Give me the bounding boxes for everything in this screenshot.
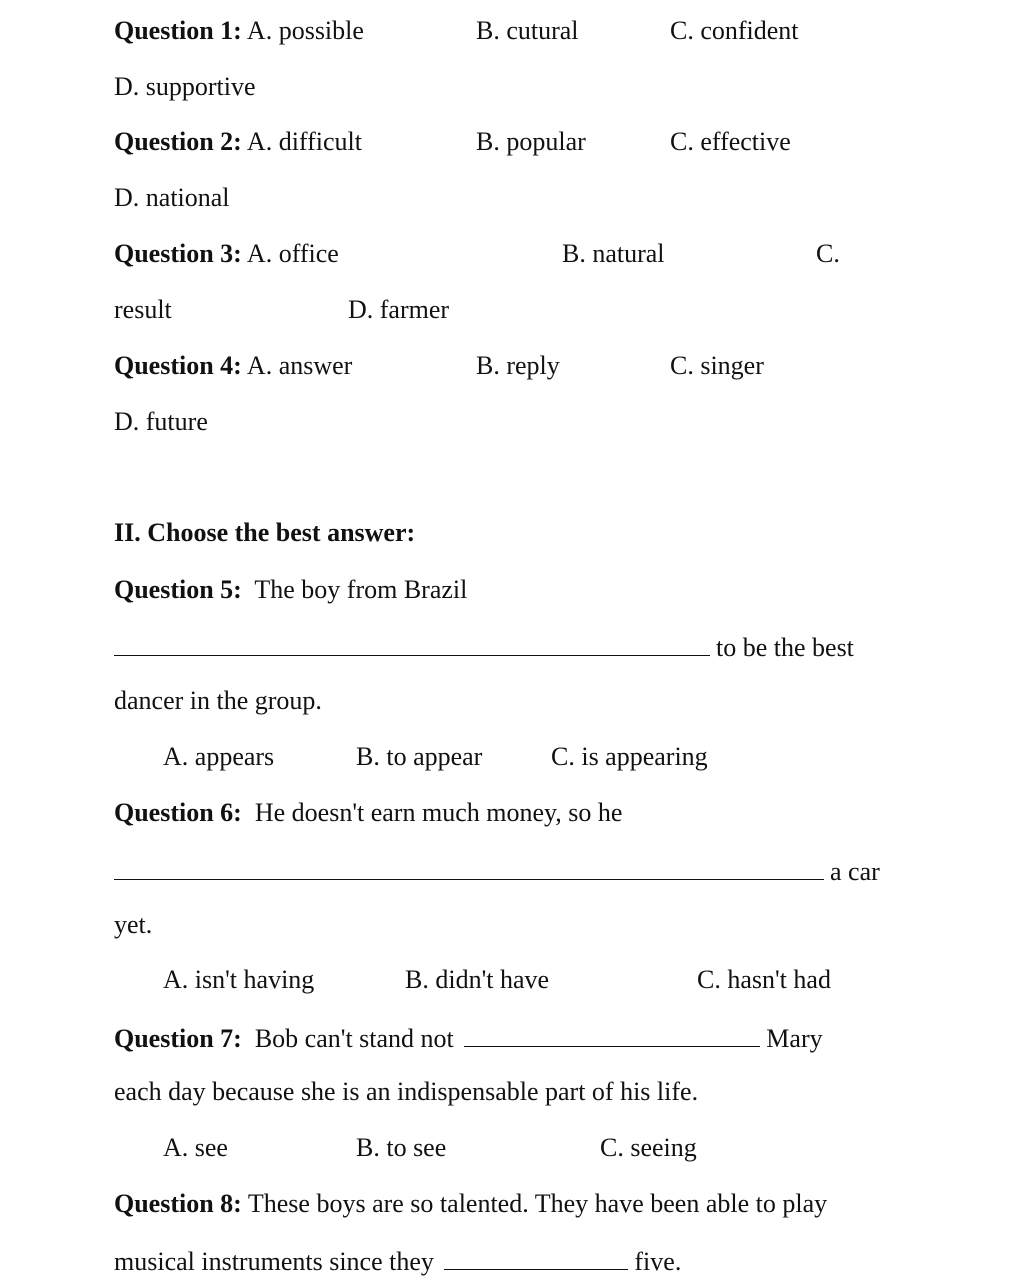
question-3-label: Question 3: <box>114 239 242 268</box>
question-8-stem-line2-start: musical instruments since they <box>114 1247 434 1276</box>
question-7-stem-end: each day because she is an indispensable part of his life. <box>114 1077 699 1106</box>
question-3-option-c-letter: C. <box>816 239 840 268</box>
question-1-row <box>114 18 364 44</box>
question-7-label: Question 7: <box>114 1024 242 1053</box>
question-7-option-c: C. seeing <box>600 1133 697 1162</box>
question-7-option-a: A. see <box>163 1133 228 1162</box>
question-2-row <box>114 129 362 155</box>
question-6-option-a: A. isn't having <box>163 965 315 994</box>
question-6-option-c: C. hasn't had <box>697 965 831 994</box>
question-5-option-b: B. to appear <box>356 742 483 771</box>
question-5-blank-row <box>114 633 854 661</box>
question-1-option-d: D. supportive <box>114 72 256 101</box>
question-8-stem-start: These boys are so talented. They have been able to play <box>247 1189 828 1218</box>
question-1-label: Question 1: <box>114 16 242 45</box>
question-3-option-b: B. natural <box>562 239 665 268</box>
question-2-label: Question 2: <box>114 127 242 156</box>
question-3-option-a: A. office <box>246 239 339 268</box>
question-1-option-c: C. confident <box>670 16 799 45</box>
question-4-label: Question 4: <box>114 351 242 380</box>
question-5-answer-blank <box>114 633 710 656</box>
question-7-row <box>114 1024 823 1052</box>
question-7-stem-after-blank: Mary <box>766 1024 823 1053</box>
question-5-option-c: C. is appearing <box>551 742 708 771</box>
question-6-option-b: B. didn't have <box>405 965 550 994</box>
question-4-option-d: D. future <box>114 407 208 436</box>
section-2-heading: II. Choose the best answer: <box>114 518 416 547</box>
question-5-stem-start: The boy from Brazil <box>254 575 468 604</box>
question-8-label: Question 8: <box>114 1189 242 1218</box>
question-5-row <box>114 577 467 603</box>
question-6-stem-start: He doesn't earn much money, so he <box>254 798 623 827</box>
question-5-stem-after-blank: to be the best <box>716 633 854 662</box>
question-3-option-c-word: result <box>114 295 172 324</box>
question-5-option-a: A. appears <box>163 742 275 771</box>
question-1-option-b: B. cutural <box>476 16 579 45</box>
question-6-stem-end: yet. <box>114 910 153 939</box>
question-8-answer-blank <box>444 1247 628 1270</box>
question-4-option-b: B. reply <box>476 351 560 380</box>
question-4-option-a: A. answer <box>246 351 353 380</box>
question-4-row <box>114 353 352 379</box>
question-3-row <box>114 241 339 267</box>
question-6-answer-blank <box>114 857 824 880</box>
question-3-option-d: D. farmer <box>348 295 450 324</box>
question-2-option-b: B. popular <box>476 127 586 156</box>
question-7-option-b: B. to see <box>356 1133 447 1162</box>
question-4-option-c: C. singer <box>670 351 764 380</box>
question-5-label: Question 5: <box>114 575 242 604</box>
question-6-row <box>114 800 622 826</box>
question-2-option-c: C. effective <box>670 127 791 156</box>
question-2-option-d: D. national <box>114 183 230 212</box>
question-5-stem-end: dancer in the group. <box>114 686 322 715</box>
question-1-option-a: A. possible <box>246 16 364 45</box>
question-8-row <box>114 1191 827 1217</box>
question-2-option-a: A. difficult <box>246 127 362 156</box>
question-6-label: Question 6: <box>114 798 242 827</box>
question-7-stem-start: Bob can't stand not <box>254 1024 454 1053</box>
question-6-blank-row <box>114 857 880 885</box>
question-6-stem-after-blank: a car <box>830 857 880 886</box>
question-8-stem-after-blank: five. <box>634 1247 682 1276</box>
question-8-line-2 <box>114 1247 681 1275</box>
question-7-answer-blank <box>464 1024 760 1047</box>
